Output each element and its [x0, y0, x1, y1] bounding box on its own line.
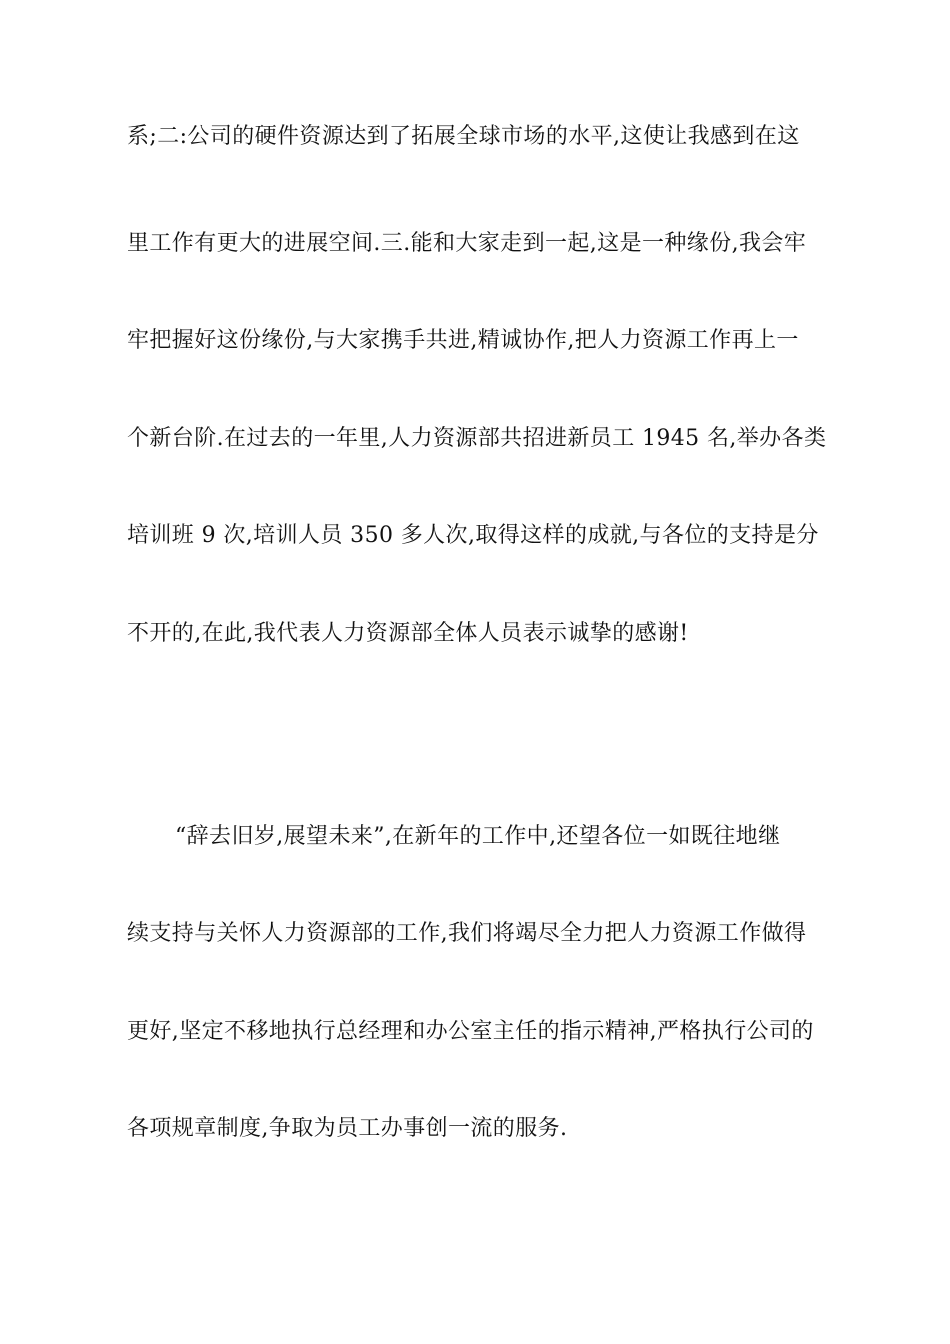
- text-line: 各项规章制度,争取为员工办事创一流的服务.: [127, 1116, 568, 1141]
- text-line: 更好,坚定不移地执行总经理和办公室主任的指示精神,严格执行公司的: [127, 1019, 814, 1044]
- text-line: 不开的,在此,我代表人力资源部全体人员表示诚挚的感谢!: [127, 621, 689, 646]
- text-line: 里工作有更大的进展空间.三.能和大家走到一起,这是一种缘份,我会牢: [127, 231, 807, 256]
- text-line: 系;二:公司的硬件资源达到了拓展全球市场的水平,这使让我感到在这: [127, 124, 800, 149]
- text-line: 培训班 9 次,培训人员 350 多人次,取得这样的成就,与各位的支持是分: [127, 523, 819, 548]
- text-line: “辞去旧岁,展望未来”,在新年的工作中,还望各位一如既往地继: [175, 824, 781, 849]
- text-line: 续支持与关怀人力资源部的工作,我们将竭尽全力把人力资源工作做得: [127, 921, 807, 946]
- text-line: 个新台阶.在过去的一年里,人力资源部共招进新员工 1945 名,举办各类: [127, 426, 827, 451]
- text-line: 牢把握好这份缘份,与大家携手共进,精诚协作,把人力资源工作再上一: [127, 328, 799, 353]
